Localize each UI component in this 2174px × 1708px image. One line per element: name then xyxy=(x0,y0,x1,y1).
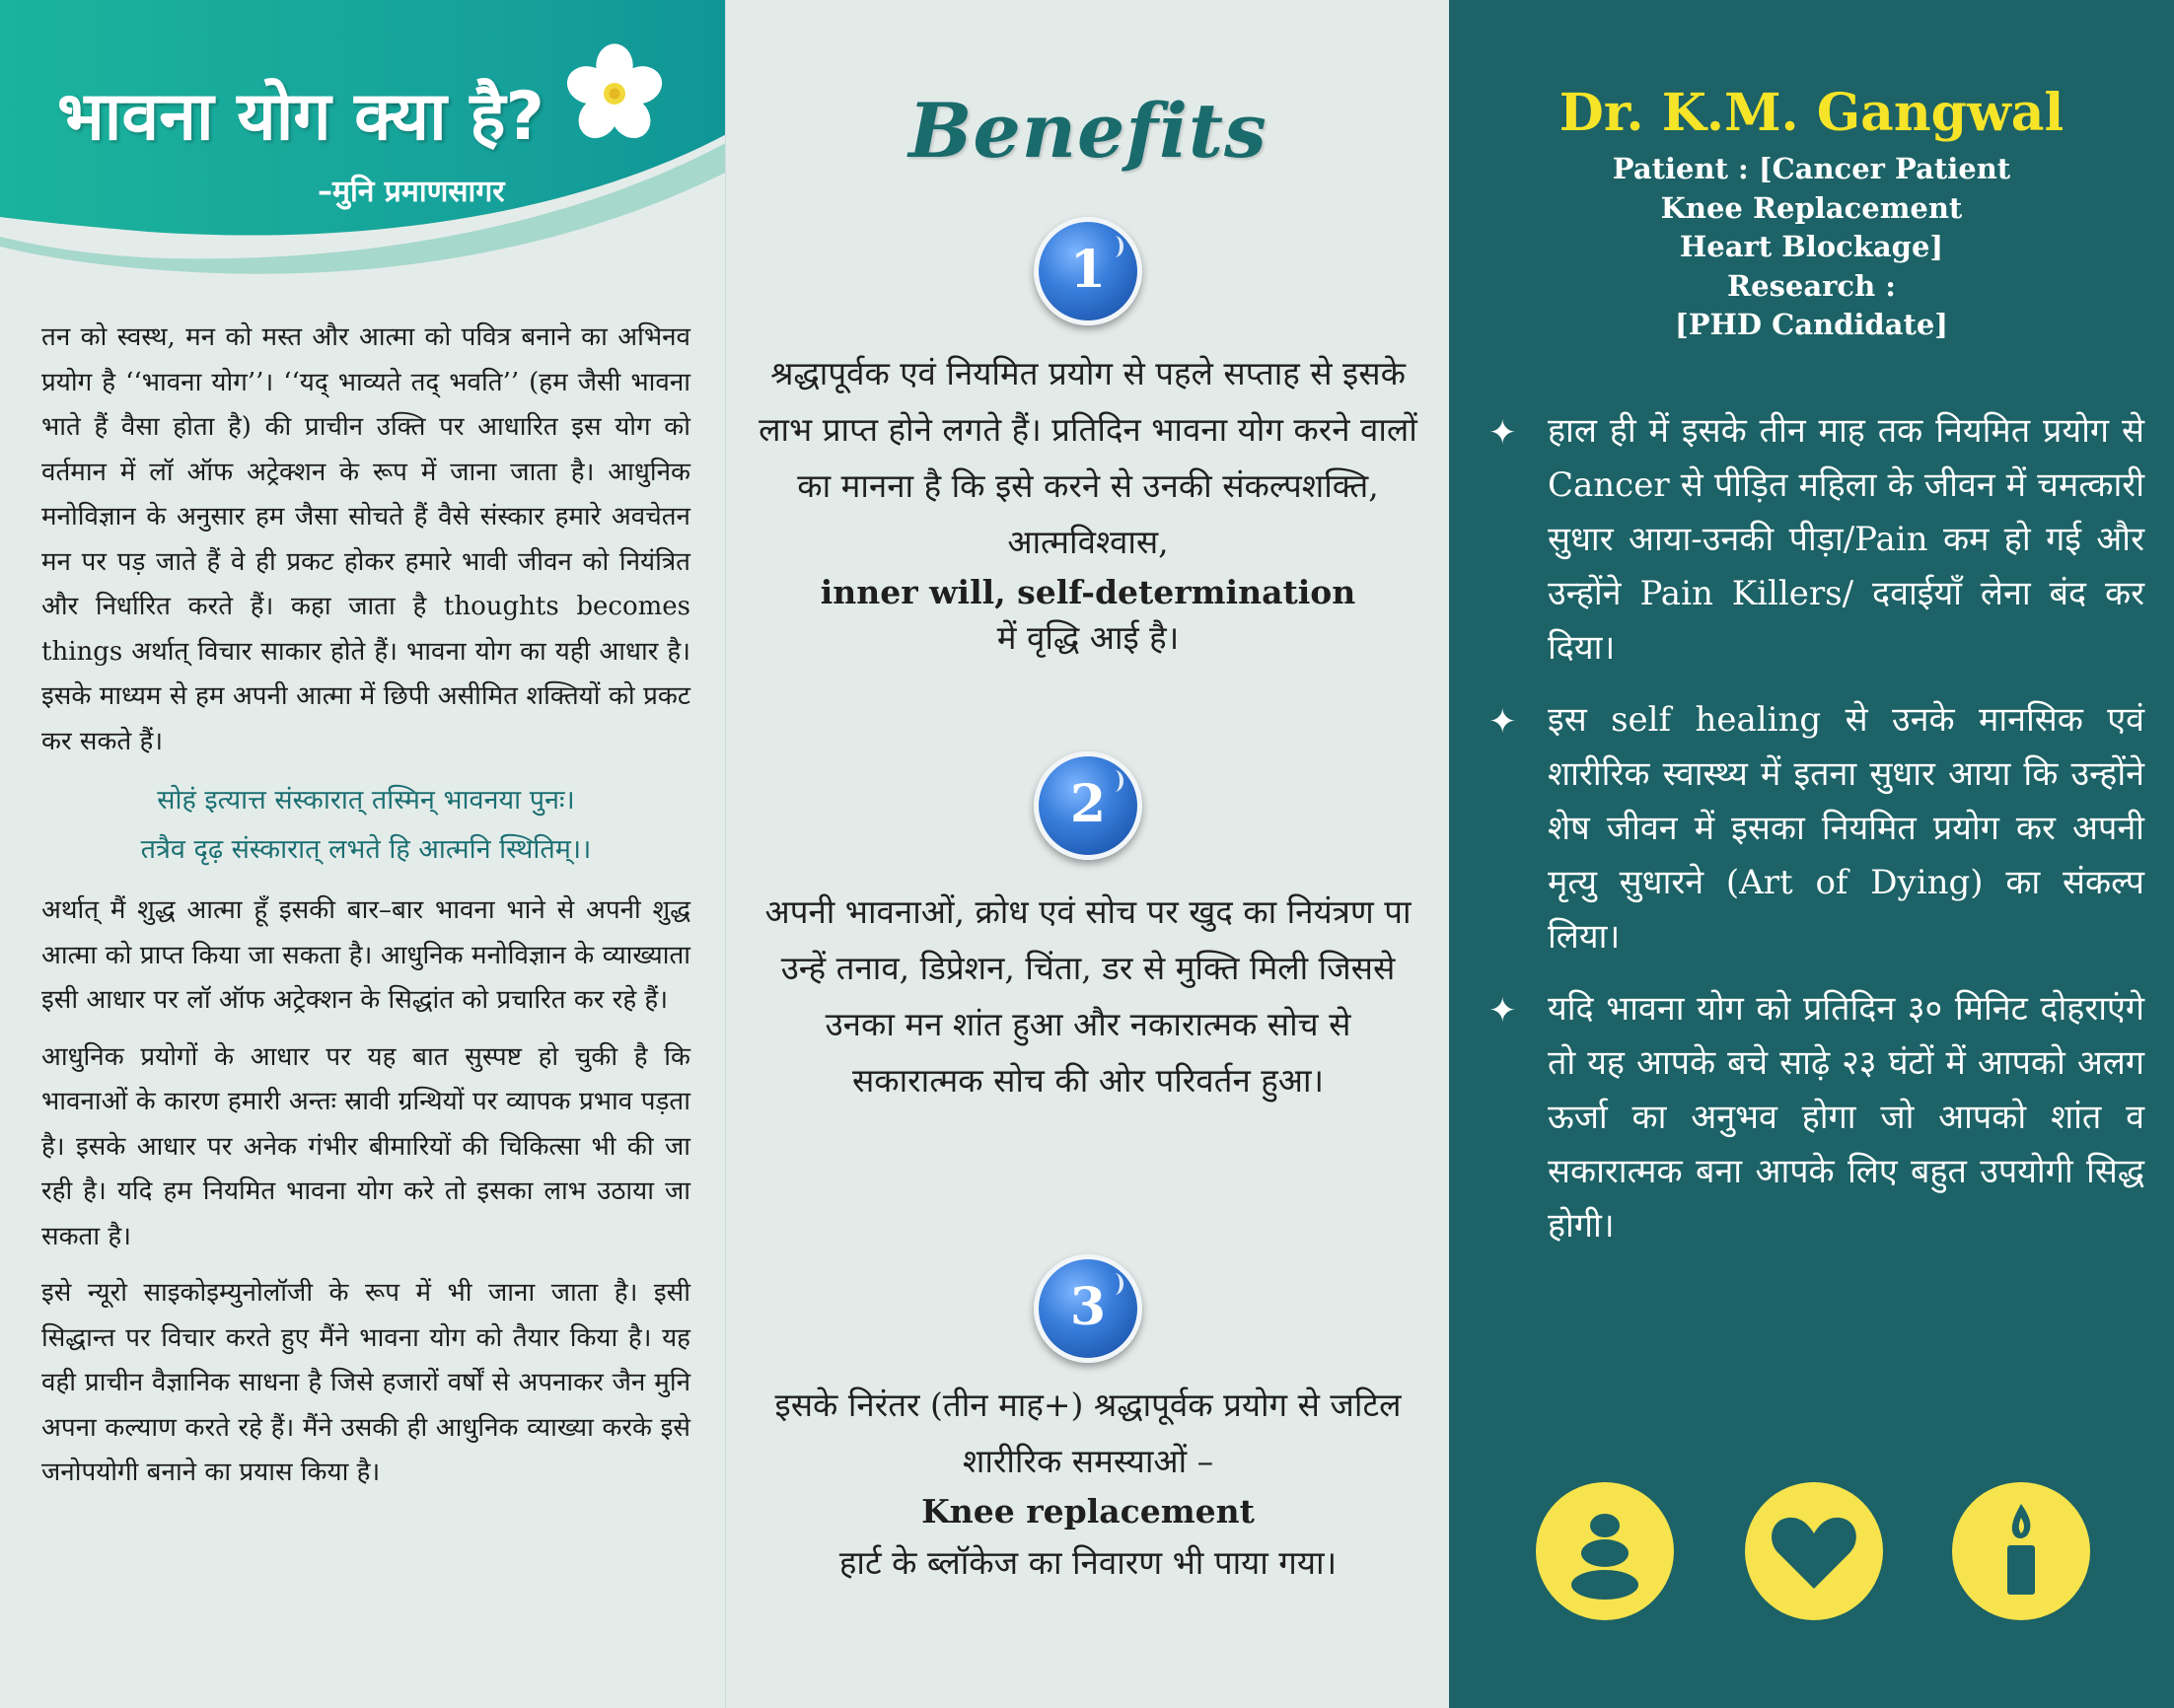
benefit-text-1 xyxy=(756,345,1420,661)
benefit-text-3 xyxy=(756,1377,1420,1591)
testimonial-list xyxy=(1488,404,2144,1271)
left-panel xyxy=(0,0,725,1708)
stacked-stones-icon xyxy=(1536,1482,1674,1620)
benefit-end: हार्ट के ब्लॉकेज का निवारण भी पाया गया। xyxy=(838,1543,1338,1582)
paragraph: आधुनिक प्रयोगों के आधार पर यह बात सुस्पष्ट हो चुकी है कि भावनाओं के कारण हमारी अन्तः स्रावी ग्रन्थियों पर व्यापक प्रभाव पड़ता है। इसके आधार पर अनेक गंभीर बीमारियों की चिकित्सा भी की जा रही है। यदि हम नियमित भावना योग करे तो इसका लाभ उठाया जा सकता है। xyxy=(41,1041,690,1251)
title-block xyxy=(57,59,688,209)
benefits-title: Benefits xyxy=(908,87,1268,175)
paragraph: इसे न्यूरो साइकोइम्युनोलॉजी के रूप में भी जाना जाता है। इसी सिद्धान्त पर विचार करते हुए मैंने भावना योग को तैयार किया है। यह वही प्राचीन वैज्ञानिक साधना है जिसे हजारों वर्षों से अपनाकर जैन मुनि अपना कल्याण करते रहे हैं। मैंने उसकी ही आधुनिक व्याख्या करके इसे जनोपयोगी बनाने का प्रयास किया है। xyxy=(41,1278,690,1487)
benefit-body: अपनी भावनाओं, क्रोध एवं सोच पर खुद का नियंत्रण पा उन्हें तनाव, डिप्रेशन, चिंता, डर से मुक्ति मिली जिससे उनका मन शांत हुआ और नकारात्मक सोच से सकारात्मक सोच की ओर परिवर्तन हुआ। xyxy=(764,892,1412,1100)
benefit-text-2 xyxy=(756,884,1420,1108)
shloka-line: सोहं इत्यात्त संस्कारात् तस्मिन् भावनया पुनः। xyxy=(157,785,575,816)
benefit-english: inner will, self-determination xyxy=(820,573,1356,611)
paragraph: अर्थात् मैं शुद्ध आत्मा हूँ इसकी बार–बार भावना भाने से अपनी शुद्ध आत्मा को प्राप्त किया जा सकता है। आधुनिक मनोविज्ञान के व्याख्याता इसी आधार पर लॉ ऑफ अट्रेक्शन के सिद्धांत को प्रचारित कर रहे हैं। xyxy=(41,895,690,1015)
list-item-text: यदि भावना योग को प्रतिदिन ३० मिनिट दोहराएंगे तो यह आपके बचे साढ़े २३ घंटों में आपको अलग ऊर्जा का अनुभव होगा जो आपको शांत व सकारात्मक बना आपके लिए बहुत उपयोगी सिद्ध होगी। xyxy=(1548,989,2144,1245)
benefits-panel xyxy=(725,0,1449,1708)
doctor-panel xyxy=(1449,0,2174,1708)
candle-icon xyxy=(1952,1482,2090,1620)
star-bullet-icon: ✦ xyxy=(1488,413,1517,453)
list-item xyxy=(1488,404,2144,676)
list-item xyxy=(1488,693,2144,964)
star-bullet-icon: ✦ xyxy=(1488,991,1517,1031)
page-title: भावना योग क्या है? xyxy=(57,78,544,156)
info-line: Patient : [Cancer Patient xyxy=(1612,152,2011,185)
benefit-body: श्रद्धापूर्वक एवं नियमित प्रयोग से पहले सप्ताह से इसके लाभ प्राप्त होने लगते हैं। प्रतिदिन भावना योग करने वालों का मानना है कि इसे करने से उनकी संकल्पशक्ति, आत्मविश्वास, xyxy=(759,354,1417,561)
benefit-body: इसके निरंतर (तीन माह+) श्रद्धापूर्वक प्रयोग से जटिल शारीरिक समस्याओं – xyxy=(774,1386,1402,1480)
star-bullet-icon: ✦ xyxy=(1488,702,1517,742)
info-line: Knee Replacement xyxy=(1660,190,1963,225)
info-line: Research : xyxy=(1727,268,1896,303)
intro-text xyxy=(41,316,690,1508)
list-item xyxy=(1488,982,2144,1253)
list-item-text: हाल ही में इसके तीन माह तक नियमित प्रयोग से Cancer से पीड़ित महिला के जीवन में चमत्कारी सुधार आया-उनकी पीड़ा/Pain कम हो गई और उन्होंने Pain Killers/ दवाईयाँ लेना बंद कर दिया। xyxy=(1548,411,2144,668)
doctor-name: Dr. K.M. Gangwal xyxy=(1558,83,2065,143)
number-badge-3: 3 xyxy=(1034,1254,1142,1363)
flower-icon xyxy=(560,39,669,148)
list-item-text: इस self healing से उनके मानसिक एवं शारीरिक स्वास्थ्य में इतना सुधार आया कि उन्होंने शेष जीवन में इसका नियमित प्रयोग कर अपनी मृत्यु सुधारने (Art of Dying) का संकल्प लिया। xyxy=(1548,700,2144,957)
number-badge-1: 1 xyxy=(1034,217,1142,325)
doctor-info xyxy=(1449,150,2174,345)
paragraph: तन को स्वस्थ, मन को मस्त और आत्मा को पवित्र बनाने का अभिनव प्रयोग है ‘‘भावना योग’’। ‘‘यद् भाव्यते तद् भवति’’ (हम जैसी भावना भाते हैं वैसा होता है) की प्राचीन उक्ति पर आधारित इस योग को वर्तमान में लॉ ऑफ अट्रेक्शन के रूप में जाना जाता है। आधुनिक मनोविज्ञान के अनुसार हम जैसा सोचते हैं वैसे संस्कार हमारे अवचेतन मन पर पड़ जाते हैं वे ही प्रकट होकर हमारे भावी जीवन को नियंत्रित और निर्धारित करते हैं। कहा जाता है thoughts becomes things अर्थात् विचार साकार होते हैं। भावना योग का यही आधार है। इसके माध्यम से हम अपनी आत्मा में छिपी असीमित शक्तियों को प्रकट कर सकते हैं। xyxy=(41,322,690,756)
benefit-end: में वृद्धि आई है। xyxy=(996,618,1180,657)
info-line: Heart Blockage] xyxy=(1679,230,1944,263)
info-line: [PHD Candidate] xyxy=(1674,308,1949,341)
number-badge-2: 2 xyxy=(1034,751,1142,860)
shloka xyxy=(41,776,690,875)
heart-icon xyxy=(1745,1482,1883,1620)
benefit-english: Knee replacement xyxy=(921,1492,1255,1530)
shloka-line: तत्रैव दृढ़ संस्कारात् लभते हि आत्मनि स्थितिम्।। xyxy=(140,834,592,865)
author-line: –मुनि प्रमाणसागर xyxy=(318,175,505,209)
